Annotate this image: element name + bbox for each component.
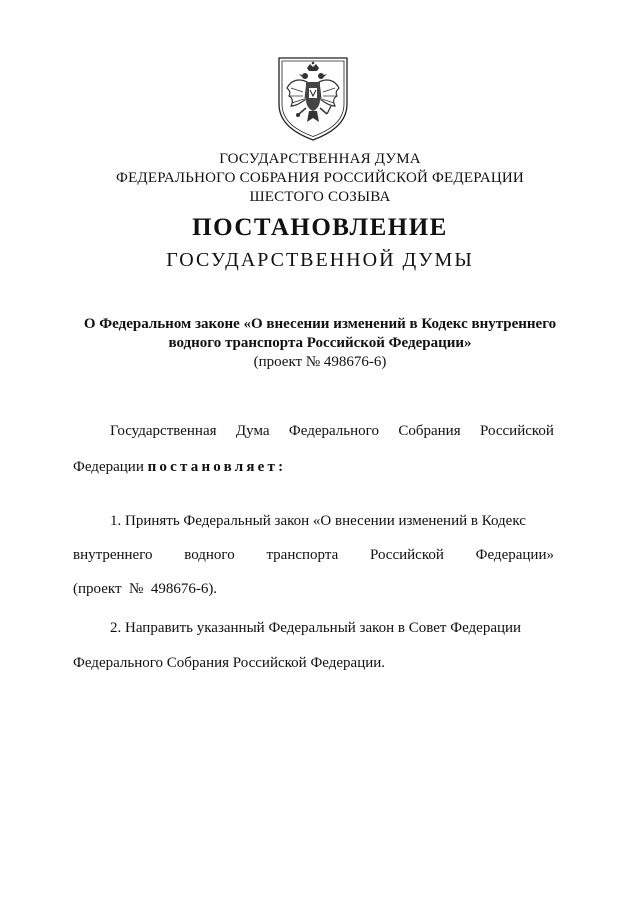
header-line-federal-assembly: ФЕДЕРАЛЬНОГО СОБРАНИЯ РОССИЙСКОЙ ФЕДЕРАЦИИ <box>116 170 524 186</box>
item-2-line-2: Федерального Собрания Российской Федерации. <box>73 655 386 671</box>
intro-word: Российской <box>480 423 554 439</box>
item-1-word: водного <box>184 547 235 563</box>
item-1-word: Федерации» <box>475 547 554 563</box>
issuing-body-header <box>0 150 640 207</box>
intro-line-1 <box>110 422 554 440</box>
intro-word: Дума <box>235 423 270 439</box>
item-1-word: транспорта <box>266 547 339 563</box>
header-line-convocation: ШЕСТОГО СОЗЫВА <box>249 189 391 205</box>
header-line-duma: ГОСУДАРСТВЕННАЯ ДУМА <box>219 151 421 167</box>
item-2-line-1: 2. Направить указанный Федеральный закон в Совет Федерации <box>110 620 522 636</box>
item-1-line-3: (проект № 498676-6). <box>73 581 218 597</box>
resolution-subject <box>0 315 640 372</box>
document-issuer-title: ГОСУДАРСТВЕННОЙ ДУМЫ <box>166 249 474 271</box>
item-1-line-2 <box>73 546 554 564</box>
subject-line-1: О Федеральном законе «О внесении изменений в Кодекс внутреннего <box>83 316 557 332</box>
subject-line-2: водного транспорта Российской Федерации» <box>168 335 472 351</box>
document-type-title: ПОСТАНОВЛЕНИЕ <box>192 214 448 241</box>
item-1-line-1: 1. Принять Федеральный закон «О внесении изменений в Кодекс <box>110 513 526 529</box>
item-1-word: Российской <box>369 547 444 563</box>
intro-word: Собрания <box>398 423 461 439</box>
subject-project-number: (проект № 498676-6) <box>253 354 387 370</box>
intro-word: Федерального <box>288 423 379 439</box>
item-1-word: внутреннего <box>73 547 153 563</box>
coat-of-arms-icon <box>277 56 349 142</box>
resolves-verb: постановляет: <box>147 459 287 475</box>
intro-word: Государственная <box>110 423 217 439</box>
intro-line-2-start: Федерации <box>73 459 144 475</box>
intro-line-2 <box>73 458 286 476</box>
